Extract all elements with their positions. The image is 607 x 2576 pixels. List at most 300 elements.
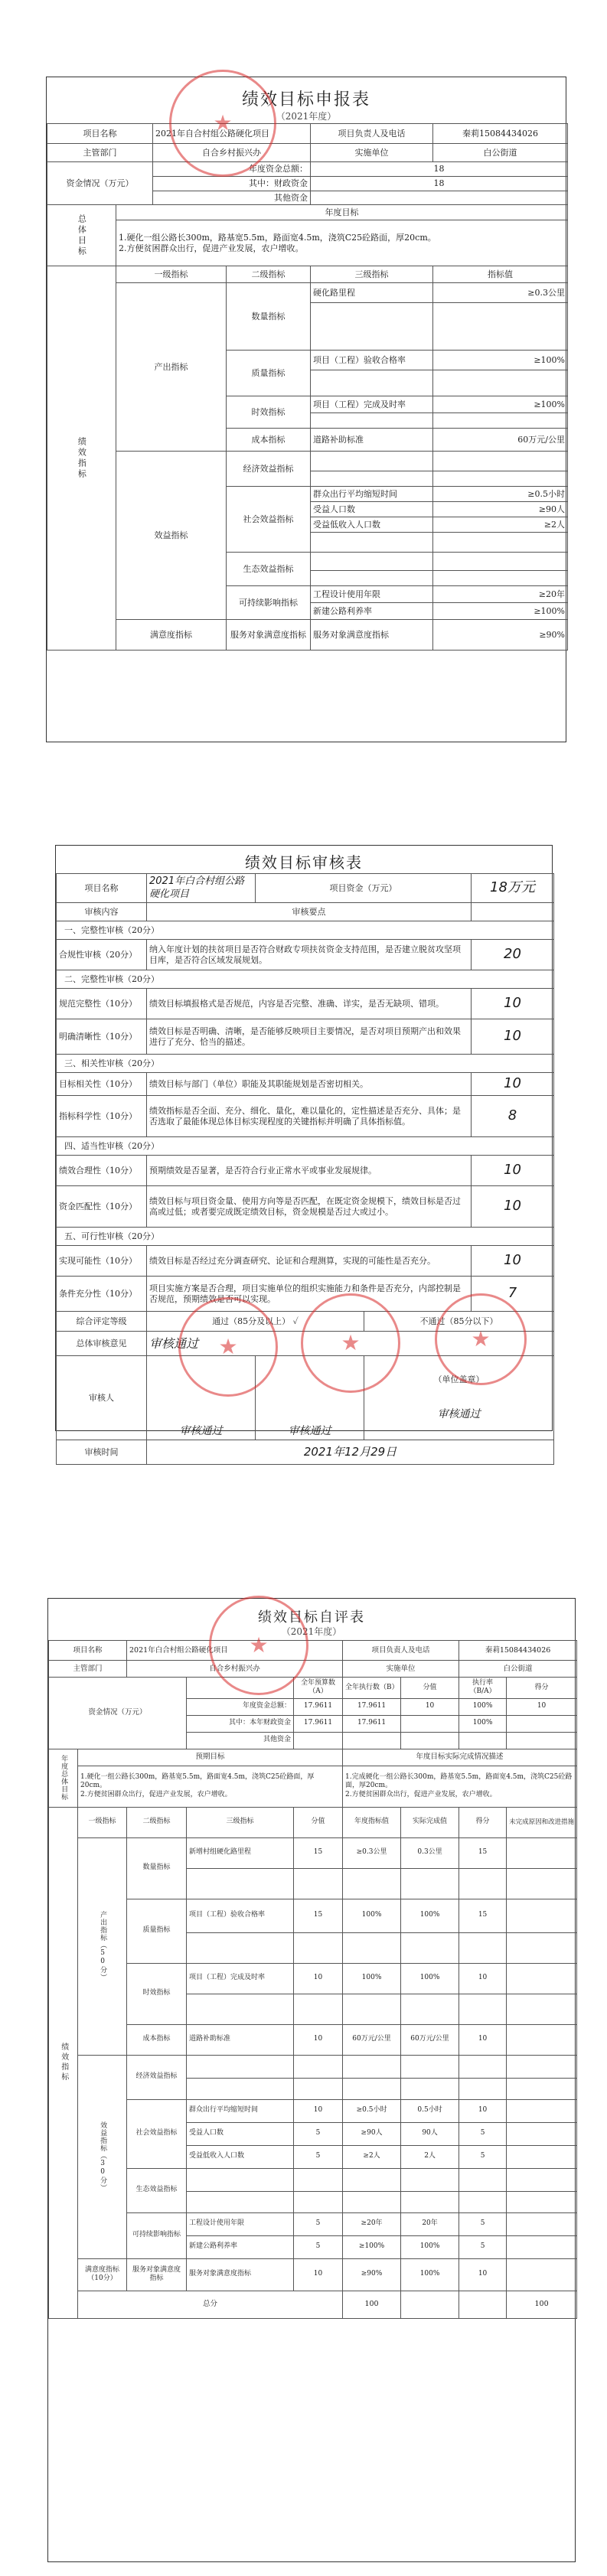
l2-social: 社会效益指标	[227, 487, 311, 553]
indicator-name	[311, 571, 433, 586]
indicator-value	[433, 553, 568, 571]
l2-satisfaction: 服务对象满意度指标	[227, 620, 311, 651]
se-note	[507, 2099, 577, 2122]
se-total-label: 总分	[78, 2291, 343, 2318]
se-fund-b: 17.9611	[343, 1698, 401, 1715]
indicator-value: ≥90%	[433, 620, 568, 651]
l2-cost: 成本指标	[227, 429, 311, 452]
se-target: 60万元/公里	[343, 2024, 401, 2055]
item-name: 指标科学性（10分）	[57, 1096, 147, 1137]
indicator-value	[433, 452, 568, 471]
se-got: 10	[459, 2099, 507, 2122]
se-l1-benefit: 效益指标（30分）	[78, 2055, 127, 2258]
se-target	[343, 1994, 401, 2024]
seal-star-icon: ★	[341, 1330, 361, 1355]
se-actual-text	[343, 1766, 577, 1807]
se-l2-sustainable: 可持续影响指标	[127, 2212, 187, 2258]
self-eval-table-wrap	[48, 1640, 575, 2319]
fund-fiscal-value: 18	[311, 176, 568, 191]
se-goal-label: 年度总体目标	[49, 1749, 78, 1807]
col-points-header: 审核要点	[147, 903, 472, 921]
indicator-value: ≥100%	[433, 603, 568, 620]
goal-line-2: 2.方便贫困群众出行，促进产业发展，农户增收。	[119, 243, 304, 253]
indicator-value: ≥90人	[433, 502, 568, 517]
opinion-label: 总体审核意见	[57, 1332, 147, 1356]
se-l2-economic: 经济效益指标	[127, 2055, 187, 2099]
rating-label: 综合评定等级	[57, 1312, 147, 1332]
item-score: 8	[472, 1096, 554, 1137]
item-name: 实现可能性（10分）	[57, 1246, 147, 1277]
indicator-name: 道路补助标准	[311, 429, 433, 452]
se-l3	[187, 2078, 294, 2099]
se-target	[343, 2055, 401, 2078]
seal-star-icon: ★	[249, 1632, 269, 1658]
review-project-value: 2021年白合村组公路硬化项目	[147, 874, 256, 903]
se-l3: 受益低收入人口数	[187, 2145, 294, 2168]
se-total-target	[401, 2291, 459, 2318]
indicator-name	[311, 452, 433, 471]
se-dept-label: 主管部门	[49, 1661, 127, 1678]
self-eval-table	[48, 1640, 577, 2319]
se-fund-g	[507, 1715, 577, 1732]
se-h-l1: 一级指标	[78, 1807, 127, 1837]
se-score: 10	[294, 2099, 343, 2122]
se-target	[343, 2078, 401, 2099]
se-actual: 100%	[401, 2258, 459, 2291]
se-got: 5	[459, 2122, 507, 2145]
review-fund-value: 18万元	[472, 874, 554, 903]
se-h-note: 未完成原因和改进措施	[507, 1807, 577, 1837]
item-points: 预期绩效是否显著，是否符合行业正常水平或事业发展规律。	[147, 1156, 472, 1186]
dept-value: 自合乡村振兴办	[153, 144, 311, 162]
l1-satisfaction: 满意度指标	[116, 620, 227, 651]
se-score	[294, 2055, 343, 2078]
se-fund-s	[401, 1732, 459, 1749]
item-name: 条件充分性（10分）	[57, 1277, 147, 1312]
reviewer-sign-3: 审核通过	[437, 1407, 481, 1420]
indicator-name: 工程设计使用年限	[311, 586, 433, 603]
se-note	[507, 2078, 577, 2099]
l2-quality: 质量指标	[227, 351, 311, 396]
se-actual: 100%	[401, 1899, 459, 1932]
se-note	[507, 2145, 577, 2168]
se-score	[294, 1868, 343, 1899]
se-note	[507, 2235, 577, 2258]
se-fund-label: 资金情况（万元）	[49, 1678, 187, 1749]
se-fund-s	[401, 1715, 459, 1732]
rating-pass-check-icon: ✓	[292, 1316, 299, 1326]
header-value: 指标值	[433, 266, 568, 283]
se-h-score: 分值	[294, 1807, 343, 1837]
item-name: 规范完整性（10分）	[57, 989, 147, 1019]
indicator-name: 服务对象满意度指标	[311, 620, 433, 651]
seal-star-icon: ★	[218, 1334, 238, 1359]
se-h-actual: 实际完成值	[401, 1807, 459, 1837]
se-target: ≥90%	[343, 2258, 401, 2291]
section-title: 四、适当性审核（20分）	[57, 1137, 554, 1156]
col-content-header: 审核内容	[57, 903, 147, 921]
section-title: 三、相关性审核（20分）	[57, 1055, 554, 1073]
se-leader-value: 秦莉15084434026	[459, 1641, 577, 1661]
item-score: 10	[472, 1156, 554, 1186]
se-score: 5	[294, 2212, 343, 2235]
indicator-value	[433, 533, 568, 553]
se-score: 10	[294, 2258, 343, 2291]
se-target: ≥90人	[343, 2122, 401, 2145]
se-actual: 100%	[401, 2235, 459, 2258]
se-fund-row-label: 年度资金总额：	[187, 1698, 294, 1715]
indicator-name	[311, 533, 433, 553]
se-actual	[401, 2078, 459, 2099]
se-target: 100%	[343, 1963, 401, 1994]
se-target	[343, 1932, 401, 1963]
se-fund-g	[507, 1732, 577, 1749]
seal-star-icon: ★	[213, 110, 233, 135]
se-actual: 20年	[401, 2212, 459, 2235]
se-note	[507, 2191, 577, 2212]
se-fund-r	[459, 1732, 507, 1749]
indicator-value	[433, 471, 568, 487]
se-actual	[401, 1932, 459, 1963]
se-fund-h-a: 全年预算数（A）	[294, 1678, 343, 1699]
perf-indicator-label: 绩效指标	[47, 266, 116, 651]
item-score: 10	[472, 1246, 554, 1277]
indicator-value	[433, 413, 568, 429]
item-points: 绩效指标是否全面、充分、细化、量化，难以量化的，定性描述是否充分、具体；是否选取了最能体现总体目标实现程度的关键指标并明确了具体指标值。	[147, 1096, 472, 1137]
se-score: 10	[294, 1963, 343, 1994]
leader-value: 秦莉15084434026	[433, 124, 568, 144]
se-fund-g: 10	[507, 1698, 577, 1715]
page-3-self-evaluation	[0, 1592, 607, 2576]
se-got	[459, 2055, 507, 2078]
se-got	[459, 1932, 507, 1963]
project-name-label: 项目名称	[47, 124, 153, 144]
review-fund-label: 项目资金（万元）	[256, 874, 472, 903]
declaration-subtitle: （2021年度）	[276, 111, 337, 122]
indicator-value	[433, 571, 568, 586]
seal-star-icon: ★	[471, 1326, 491, 1352]
project-name-value: 2021年自合村组公路硬化项目	[153, 124, 311, 144]
indicator-name	[311, 303, 433, 351]
se-l3: 工程设计使用年限	[187, 2212, 294, 2235]
item-points: 绩效目标与项目资金量、使用方向等是否匹配，在既定资金规模下，绩效目标是否过高或过低；或者要完成既定绩效目标，资金规模是否过大或过小。	[147, 1186, 472, 1228]
se-got: 5	[459, 2235, 507, 2258]
se-note	[507, 1868, 577, 1899]
se-dept-value: 自合乡村振兴办	[127, 1661, 343, 1678]
review-table	[56, 873, 554, 1465]
se-target: 100%	[343, 1899, 401, 1932]
reviewer-sign-3-cell	[364, 1356, 554, 1440]
indicator-name: 受益人口数	[311, 502, 433, 517]
se-actual	[401, 1994, 459, 2024]
se-l3: 项目（工程）验收合格率	[187, 1899, 294, 1932]
se-actual: 0.3公里	[401, 1837, 459, 1868]
se-score	[294, 2078, 343, 2099]
l1-output: 产出指标	[116, 283, 227, 452]
se-l3	[187, 1994, 294, 2024]
se-actual-label: 年度目标实际完成情况描述	[343, 1749, 577, 1766]
rating-pass-text: 通过（85分及以上）	[212, 1316, 291, 1326]
indicator-name: 硬化路里程	[311, 283, 433, 303]
se-score	[294, 2168, 343, 2191]
indicator-name	[311, 471, 433, 487]
l1-benefit: 效益指标	[116, 452, 227, 620]
se-fund-b: 17.9611	[343, 1715, 401, 1732]
se-got	[459, 2078, 507, 2099]
se-fund-r: 100%	[459, 1715, 507, 1732]
indicator-name: 群众出行平均缩短时间	[311, 487, 433, 502]
rating-fail: 不通过（85分以下）	[364, 1312, 554, 1332]
page-1-declaration	[0, 0, 607, 765]
se-l2-quality: 质量指标	[127, 1899, 187, 1963]
se-target: ≥100%	[343, 2235, 401, 2258]
item-score: 10	[472, 1073, 554, 1096]
se-note	[507, 2122, 577, 2145]
declaration-table	[47, 123, 568, 651]
se-got: 5	[459, 2212, 507, 2235]
indicator-value: ≥0.3公里	[433, 283, 568, 303]
se-expected-line-2: 2.方便贫困群众出行，促进产业发展，农户增收。	[80, 1790, 232, 1798]
time-value: 2021年12月29日	[147, 1440, 554, 1465]
page-2-review	[0, 842, 607, 1531]
se-l3: 受益人口数	[187, 2122, 294, 2145]
se-fund-row-label: 其中：本年财政资金	[187, 1715, 294, 1732]
fund-other-value	[311, 191, 568, 205]
time-label: 审核时间	[57, 1440, 147, 1465]
review-title: 绩效目标审核表	[245, 853, 363, 872]
indicator-name: 项目（工程）完成及时率	[311, 396, 433, 413]
se-got: 10	[459, 2024, 507, 2055]
item-points: 绩效目标与部门（单位）职能及其职能规划是否密切相关。	[147, 1073, 472, 1096]
se-fund-blank	[187, 1678, 294, 1699]
se-h-target: 年度指标值	[343, 1807, 401, 1837]
item-name: 合规性审核（20分）	[57, 940, 147, 970]
se-got: 15	[459, 1837, 507, 1868]
se-got: 15	[459, 1899, 507, 1932]
se-expected-text	[78, 1766, 343, 1807]
indicator-value: ≥0.5小时	[433, 487, 568, 502]
indicator-value	[433, 370, 568, 396]
header-l2: 二级指标	[227, 266, 311, 283]
se-l3: 新增村组硬化路里程	[187, 1837, 294, 1868]
se-h-l2: 二级指标	[127, 1807, 187, 1837]
goal-line-1: 1.硬化一组公路长300m，路基宽5.5m，路面宽4.5m，浇筑C25砼路面，厚20cm。	[119, 233, 436, 243]
se-score: 5	[294, 2145, 343, 2168]
declaration-title: 绩效目标申报表	[241, 90, 370, 109]
se-fund-a: 17.9611	[294, 1698, 343, 1715]
se-note	[507, 2212, 577, 2235]
se-l3: 项目（工程）完成及时率	[187, 1963, 294, 1994]
se-actual-line-1: 1.完成硬化一组公路长300m，路基宽5.5m，路面宽4.5m，浇筑C25砼路面，厚20cm。	[345, 1773, 573, 1790]
se-actual: 100%	[401, 1963, 459, 1994]
annual-goal-text	[116, 220, 568, 266]
self-eval-subtitle: （2021年度）	[281, 1626, 342, 1637]
item-points: 绩效目标是否明确、清晰，是否能够反映项目主要情况，是否对项目预期产出和效果进行了充分、恰当的描述。	[147, 1019, 472, 1055]
se-got	[459, 1868, 507, 1899]
se-project-value: 2021年白合村组公路硬化项目	[127, 1641, 343, 1661]
se-score: 5	[294, 2122, 343, 2145]
se-score	[294, 2191, 343, 2212]
se-fund-h-s: 分值	[401, 1678, 459, 1699]
se-l2-quantity: 数量指标	[127, 1837, 187, 1899]
se-actual: 0.5小时	[401, 2099, 459, 2122]
rating-pass	[147, 1312, 364, 1332]
item-points: 绩效目标是否经过充分调查研究、论证和合理测算，实现的可能性是否充分。	[147, 1246, 472, 1277]
header-l1: 一级指标	[116, 266, 227, 283]
item-points: 项目实施方案是否合理，项目实施单位的组织实施能力和条件是否充分，内部控制是否规范，预期绩效是否可以实现。	[147, 1277, 472, 1312]
se-l2-ecological: 生态效益指标	[127, 2168, 187, 2212]
se-unit-value: 白公街道	[459, 1661, 577, 1678]
se-expected-line-1: 1.硬化一组公路长300m，路基宽5.5m，路面宽4.5m，浇筑C25砼路面，厚20cm。	[80, 1773, 315, 1790]
review-project-label: 项目名称	[57, 874, 147, 903]
annual-goal-label: 年度目标	[116, 205, 568, 220]
se-score: 15	[294, 1837, 343, 1868]
se-perf-label: 绩效指标	[49, 1807, 78, 2318]
item-name: 明确清晰性（10分）	[57, 1019, 147, 1055]
se-fund-h-r: 执行率（B/A）	[459, 1678, 507, 1699]
item-score: 10	[472, 1019, 554, 1055]
section-title: 二、完整性审核（20分）	[57, 970, 554, 989]
section-title: 五、可行性审核（20分）	[57, 1228, 554, 1246]
se-fund-h-g: 得分	[507, 1678, 577, 1699]
se-l2-social: 社会效益指标	[127, 2099, 187, 2168]
indicator-name: 新建公路利养率	[311, 603, 433, 620]
indicator-name: 项目（工程）验收合格率	[311, 351, 433, 370]
item-score: 20	[472, 940, 554, 970]
se-l1-output: 产出指标（50分）	[78, 1837, 127, 2055]
se-actual	[401, 2191, 459, 2212]
fund-other-label: 其他资金	[153, 191, 311, 205]
fund-total-label: 年度资金总额：	[153, 162, 311, 177]
item-points: 绩效目标填报格式是否规范，内容是否完整、准确、详实，是否无缺项、错项。	[147, 989, 472, 1019]
fund-label: 资金情况（万元）	[47, 162, 153, 205]
se-got: 10	[459, 2258, 507, 2291]
indicator-name	[311, 553, 433, 571]
se-target	[343, 2168, 401, 2191]
reviewer-sign-2: 审核通过	[256, 1356, 364, 1440]
se-total-score: 100	[343, 2291, 401, 2318]
se-note	[507, 2024, 577, 2055]
item-name: 绩效合理性（10分）	[57, 1156, 147, 1186]
se-actual	[401, 2055, 459, 2078]
se-l3	[187, 1868, 294, 1899]
self-eval-form	[47, 1598, 576, 2562]
unit-label: 实施单位	[311, 144, 433, 162]
se-h-l3: 三级指标	[187, 1807, 294, 1837]
se-target: ≥20年	[343, 2212, 401, 2235]
se-note	[507, 1899, 577, 1932]
indicator-name	[311, 370, 433, 396]
review-table-wrap	[56, 873, 552, 1465]
se-fund-row-label: 其他资金	[187, 1732, 294, 1749]
se-got: 5	[459, 2145, 507, 2168]
l2-ecological: 生态效益指标	[227, 553, 311, 586]
fund-total-value: 18	[311, 162, 568, 177]
se-l3	[187, 2168, 294, 2191]
indicator-value	[433, 303, 568, 351]
se-note	[507, 1837, 577, 1868]
se-l3	[187, 2055, 294, 2078]
overall-goal-label: 总体目标	[47, 205, 116, 266]
leader-label: 项目负责人及电话	[311, 124, 433, 144]
se-actual: 60万元/公里	[401, 2024, 459, 2055]
se-unit-label: 实施单位	[343, 1661, 459, 1678]
indicator-value: ≥2人	[433, 517, 568, 533]
indicator-name: 受益低收入人口数	[311, 517, 433, 533]
l2-economic: 经济效益指标	[227, 452, 311, 487]
se-h-got: 得分	[459, 1807, 507, 1837]
se-target	[343, 1868, 401, 1899]
declaration-form	[46, 77, 566, 742]
se-l3: 群众出行平均缩短时间	[187, 2099, 294, 2122]
se-score: 5	[294, 2235, 343, 2258]
item-name: 资金匹配性（10分）	[57, 1186, 147, 1228]
se-fund-a: 17.9611	[294, 1715, 343, 1732]
se-target: ≥0.5小时	[343, 2099, 401, 2122]
se-fund-b	[343, 1732, 401, 1749]
se-got	[459, 2191, 507, 2212]
item-name: 目标相关性（10分）	[57, 1073, 147, 1096]
dept-label: 主管部门	[47, 144, 153, 162]
se-score: 15	[294, 1899, 343, 1932]
indicator-value: 60万元/公里	[433, 429, 568, 452]
se-l3	[187, 2191, 294, 2212]
indicator-value: ≥100%	[433, 351, 568, 370]
se-note	[507, 1994, 577, 2024]
se-actual: 90人	[401, 2122, 459, 2145]
se-score	[294, 1994, 343, 2024]
unit-value: 白公街道	[433, 144, 568, 162]
se-actual	[401, 2168, 459, 2191]
reviewer-label: 审核人	[57, 1356, 147, 1440]
se-fund-r: 100%	[459, 1698, 507, 1715]
item-score: 10	[472, 1186, 554, 1228]
se-fund-s: 10	[401, 1698, 459, 1715]
se-l3: 新建公路利养率	[187, 2235, 294, 2258]
se-note	[507, 2258, 577, 2291]
se-l3: 道路补助标准	[187, 2024, 294, 2055]
se-total-actual	[459, 2291, 507, 2318]
se-score: 10	[294, 2024, 343, 2055]
se-project-label: 项目名称	[49, 1641, 127, 1661]
se-leader-label: 项目负责人及电话	[343, 1641, 459, 1661]
declaration-table-wrap	[47, 123, 566, 651]
se-got	[459, 1994, 507, 2024]
header-l3: 三级指标	[311, 266, 433, 283]
item-score: 10	[472, 989, 554, 1019]
se-l3	[187, 1932, 294, 1963]
section-title: 一、完整性审核（20分）	[57, 921, 554, 940]
self-eval-title: 绩效目标自评表	[258, 1609, 365, 1625]
indicator-value: ≥20年	[433, 586, 568, 603]
item-points: 纳入年度计划的扶贫项目是否符合财政专项扶贫资金支持范围，是否建立脱贫攻坚项目库，是否符合区域发展规划。	[147, 940, 472, 970]
se-note	[507, 1932, 577, 1963]
unit-seal-label: （单位盖章）	[433, 1374, 485, 1384]
se-actual-line-2: 2.方便贫困群众出行，促进产业发展，农户增收。	[345, 1790, 497, 1798]
se-target	[343, 2191, 401, 2212]
reviewer-sign-1: 审核通过	[147, 1356, 256, 1440]
se-fund-h-b: 全年执行数（B）	[343, 1678, 401, 1699]
se-note	[507, 2055, 577, 2078]
se-fund-a	[294, 1732, 343, 1749]
fund-fiscal-label: 其中：财政资金	[153, 176, 311, 191]
se-actual: 2人	[401, 2145, 459, 2168]
l2-timeliness: 时效指标	[227, 396, 311, 429]
se-l2-cost: 成本指标	[127, 2024, 187, 2055]
se-note	[507, 2168, 577, 2191]
item-score: 7	[472, 1277, 554, 1312]
review-form	[55, 845, 553, 1459]
